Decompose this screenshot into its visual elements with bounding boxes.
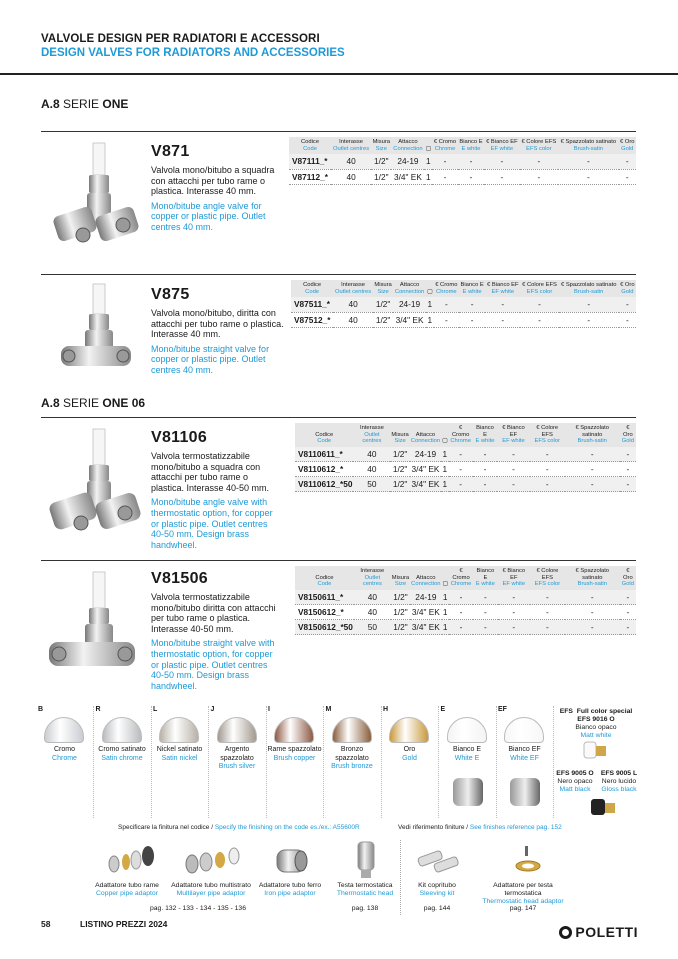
table-cell: - xyxy=(520,297,558,312)
table-cell: 1 xyxy=(424,169,432,184)
table-header-cell: Bianco E E white xyxy=(473,423,498,447)
table-cell: - xyxy=(449,462,473,477)
product-description: Valvola termostatizzabile mono/bitubo diritta con attacchi per tubo rame o plastica. Interasse 40-50 mm. Mono/bitube straight valve with thermostatic option, for copper or plastic pipe. Outlet centres 40-50 mm. Design brass handwheel. xyxy=(151,592,276,691)
table-cell: 24-19 xyxy=(391,154,424,169)
efs-opaque-it: Bianco opaco xyxy=(575,724,617,731)
table-header-cell: € Bianco EF EF white xyxy=(485,280,520,297)
table-cell: - xyxy=(434,312,459,327)
finish-cap-icon xyxy=(102,717,142,743)
table-header-cell: € Spazzolato satinato Brush-satin xyxy=(559,280,619,297)
table-cell: 1 xyxy=(426,312,434,327)
table-header-cell: € Bianco EF EF white xyxy=(484,137,519,154)
page-header xyxy=(41,33,345,59)
table-cell: - xyxy=(485,297,520,312)
table-cell: 1 xyxy=(441,477,448,492)
product-divider xyxy=(41,131,636,132)
table-cell: - xyxy=(530,605,565,620)
finish-letter: EF xyxy=(498,706,507,713)
product-description: Valvola mono/bitubo, diritta con attacchi per tubo rame o plastica. Interasse 40 mm. Mono/bitube straight valve for copper or plastic pipe. Outlet centres 40 mm. xyxy=(151,308,284,375)
table-cell: 1/2" xyxy=(391,605,410,620)
finish-cap-icon xyxy=(504,717,544,743)
table-cell: - xyxy=(498,620,530,635)
product-code-cell: V8110612_*50 xyxy=(295,477,353,492)
product-v81106 xyxy=(41,417,636,557)
thermostatic-straight-valve-image xyxy=(41,570,141,690)
table-cell: 1/2" xyxy=(390,462,409,477)
table-row xyxy=(289,169,636,184)
table-header-cell: ▢ xyxy=(441,423,448,447)
table-row xyxy=(295,605,636,620)
table-cell: 1/2" xyxy=(391,590,410,605)
finishes-strip xyxy=(36,706,642,818)
table-header-cell: ▢ xyxy=(426,280,434,297)
table-cell: - xyxy=(432,169,457,184)
table-cell: 3/4" EK xyxy=(410,477,441,492)
table-header-cell: Codice Code xyxy=(289,137,331,154)
table-cell: - xyxy=(565,447,620,462)
table-header-cell: ▢ xyxy=(442,566,449,590)
iron-adaptor-icon xyxy=(273,840,313,880)
product-table xyxy=(291,280,636,328)
efs-matt-black: EFS 9005 O Nero opaco Matt black xyxy=(556,770,594,793)
table-header-cell: ▢ xyxy=(424,137,432,154)
efs-gloss-black: EFS 9005 L Nero lucido Gloss black xyxy=(600,770,638,793)
table-cell: - xyxy=(473,605,498,620)
table-header-cell: Interasse Outlet centres xyxy=(354,566,391,590)
table-cell: - xyxy=(619,297,636,312)
finish-spec-note: Specificare la finitura nel codice / Specify the finishing on the code es./ex.: A55600R xyxy=(118,824,360,831)
table-cell: - xyxy=(497,447,529,462)
thermostatic-angle-valve-image xyxy=(41,427,141,547)
product-code-cell: V87511_* xyxy=(291,297,333,312)
product-v871 xyxy=(41,131,636,271)
table-header-cell: Bianco E E white xyxy=(459,280,485,297)
finish-cap-icon xyxy=(44,717,84,743)
table-header-cell: € Oro Gold xyxy=(620,423,636,447)
finish-cap-icon xyxy=(217,717,257,743)
table-header-cell: € Spazzolato satinato Brush-satin xyxy=(558,137,618,154)
finish-letter: M xyxy=(325,706,332,713)
finish-ref-note: Vedi riferimento finiture / See finishes reference pag. 152 xyxy=(398,824,562,831)
table-row xyxy=(295,477,636,492)
finish-cap-icon xyxy=(447,717,487,743)
table-cell: 40 xyxy=(331,154,371,169)
table-cell: - xyxy=(620,620,636,635)
table-cell: - xyxy=(520,154,559,169)
footer-title: LISTINO PREZZI 2024 xyxy=(80,919,168,929)
table-cell: - xyxy=(559,297,619,312)
table-cell: - xyxy=(530,447,565,462)
table-cell: - xyxy=(473,620,498,635)
table-cell: - xyxy=(558,154,618,169)
finish-letter: H xyxy=(383,706,389,713)
product-description: Valvola mono/bitubo a squadra con attacchi per tubo rame o plastica. Interasse 40 mm. Mono/bitube angle valve for copper or plastic pipe. Outlet centres 40 mm. xyxy=(151,165,275,232)
table-header-cell: € Colore EFS EFS color xyxy=(520,137,559,154)
finish-name: Oro Gold xyxy=(402,746,417,762)
table-cell: 3/4" EK xyxy=(410,605,441,620)
table-cell: - xyxy=(620,605,636,620)
finish-cap-icon xyxy=(389,717,429,743)
table-cell: - xyxy=(449,590,473,605)
product-name: V81106 xyxy=(151,429,208,446)
table-header-cell: € Cromo Chrome xyxy=(432,137,457,154)
table-header-cell: € Bianco EF EF white xyxy=(498,566,530,590)
table-cell: - xyxy=(530,620,565,635)
table-cell: 50 xyxy=(354,620,391,635)
table-header-cell: Attacco Connection xyxy=(410,423,441,447)
table-header-cell: Misura Size xyxy=(373,280,393,297)
table-cell: - xyxy=(434,297,459,312)
table-header-cell: € Spazzolato satinato Brush-satin xyxy=(565,423,620,447)
table-header-cell: € Colore EFS EFS color xyxy=(530,423,565,447)
table-cell: - xyxy=(473,462,498,477)
finish-swatch xyxy=(94,706,152,818)
product-table xyxy=(295,566,636,635)
efs-block xyxy=(554,708,638,765)
finish-swatch xyxy=(381,706,439,818)
table-cell: 40 xyxy=(354,605,391,620)
finish-name: Nickel satinato Satin nickel xyxy=(156,746,203,762)
table-cell: - xyxy=(620,462,636,477)
white-fitting-icon xyxy=(453,778,483,806)
header-title-en: DESIGN VALVES FOR RADIATORS AND ACCESSORIES xyxy=(41,47,345,59)
table-cell: 24-19 xyxy=(410,447,441,462)
finish-letter: L xyxy=(153,706,158,713)
table-cell: 1 xyxy=(442,605,449,620)
finish-name: Bianco EF White EF xyxy=(508,746,541,762)
product-name: V81506 xyxy=(151,570,208,587)
table-header-cell: Misura Size xyxy=(390,423,409,447)
finish-cap-icon xyxy=(274,717,314,743)
table-row xyxy=(289,154,636,169)
table-cell: 40 xyxy=(331,169,371,184)
finish-swatch xyxy=(36,706,94,818)
finish-cap-icon xyxy=(159,717,199,743)
efs-code: EFS xyxy=(559,708,573,715)
table-cell: 1/2" xyxy=(390,477,409,492)
table-cell: - xyxy=(619,312,636,327)
table-header-cell: Misura Size xyxy=(391,566,410,590)
product-v875 xyxy=(41,274,636,392)
table-cell: 1/2" xyxy=(391,620,410,635)
table-cell: - xyxy=(558,169,618,184)
efs-opaque-en: Matt white xyxy=(580,732,612,739)
product-code-cell: V87111_* xyxy=(289,154,331,169)
product-code-cell: V8150612_*50 xyxy=(295,620,354,635)
table-header-cell: Attacco Connection xyxy=(393,280,426,297)
table-cell: 3/4" EK xyxy=(393,312,426,327)
page-number: 58 xyxy=(41,919,51,929)
copper-adaptor-icon xyxy=(102,840,162,880)
table-cell: - xyxy=(565,620,620,635)
table-cell: - xyxy=(530,590,565,605)
finish-letter: I xyxy=(268,706,270,713)
table-cell: 1 xyxy=(426,297,434,312)
table-row xyxy=(295,620,636,635)
table-cell: - xyxy=(498,605,530,620)
table-cell: - xyxy=(619,154,636,169)
table-cell: - xyxy=(449,447,473,462)
table-cell: - xyxy=(619,169,636,184)
table-header-cell: € Oro Gold xyxy=(619,137,636,154)
table-cell: - xyxy=(484,169,519,184)
table-cell: - xyxy=(473,477,498,492)
table-cell: 50 xyxy=(353,477,390,492)
finish-letter: E xyxy=(440,706,446,713)
table-cell: 1/2" xyxy=(371,154,391,169)
table-cell: - xyxy=(530,462,565,477)
table-cell: - xyxy=(520,169,559,184)
logo-mark-icon xyxy=(559,926,572,939)
product-code-cell: V87512_* xyxy=(291,312,333,327)
finish-name: Bronzo spazzolato Brush bronze xyxy=(331,746,373,770)
table-cell: 24-19 xyxy=(393,297,426,312)
product-name: V871 xyxy=(151,143,190,160)
product-divider xyxy=(41,417,636,418)
finish-swatch xyxy=(151,706,209,818)
table-cell: 3/4" EK xyxy=(391,169,424,184)
section-heading-one: A.8 SERIE ONE xyxy=(41,97,129,111)
straight-valve-image xyxy=(41,282,141,382)
table-header-cell: € Oro Gold xyxy=(619,280,636,297)
table-cell: - xyxy=(620,590,636,605)
white-fitting-icon xyxy=(510,778,540,806)
table-header-cell: € Colore EFS EFS color xyxy=(520,280,558,297)
table-cell: - xyxy=(484,154,519,169)
table-header-cell: Bianco E E white xyxy=(473,566,498,590)
product-divider xyxy=(41,560,636,561)
efs-title: Full color special xyxy=(576,708,633,715)
finish-swatch xyxy=(324,706,382,818)
table-header-cell: Interasse Outlet centres xyxy=(331,137,371,154)
table-cell: - xyxy=(565,477,620,492)
table-cell: 1 xyxy=(442,590,449,605)
table-cell: - xyxy=(620,447,636,462)
head-adaptor-icon xyxy=(508,840,548,880)
table-header-cell: Interasse Outlet centres xyxy=(333,280,373,297)
table-cell: 1/2" xyxy=(371,169,391,184)
table-header-cell: Attacco Connection xyxy=(410,566,441,590)
product-code-cell: V8150612_* xyxy=(295,605,354,620)
product-code-cell: V87112_* xyxy=(289,169,331,184)
thermostatic-head-icon xyxy=(352,840,382,880)
table-cell: 1 xyxy=(424,154,432,169)
table-cell: - xyxy=(449,620,473,635)
angle-valve-image xyxy=(41,141,141,256)
accessory-divider xyxy=(400,840,401,915)
finish-letter: R xyxy=(95,706,101,713)
black-head-icon xyxy=(585,797,625,819)
table-cell: - xyxy=(473,590,498,605)
table-cell: 24-19 xyxy=(410,590,441,605)
product-description: Valvola termostatizzabile mono/bitubo a squadra con attacchi per tubo rame o plastica. Interasse 40-50 mm. Mono/bitube angle valve with thermostatic option, for copper or plastic pipe. Outlet centres 40-50 mm. Design brass handwheel. xyxy=(151,451,273,550)
table-header-cell: € Colore EFS EFS color xyxy=(530,566,565,590)
product-table xyxy=(295,423,636,492)
table-header-cell: € Oro Gold xyxy=(620,566,636,590)
table-cell: 1 xyxy=(441,447,448,462)
table-cell: 40 xyxy=(353,447,390,462)
table-header-cell: € Spazzolato satinato Brush-satin xyxy=(565,566,620,590)
finish-name: Bianco E White E xyxy=(452,746,482,762)
table-header-cell: Codice Code xyxy=(291,280,333,297)
table-cell: - xyxy=(497,462,529,477)
product-v81506 xyxy=(41,560,636,700)
finish-swatch xyxy=(209,706,267,818)
table-cell: - xyxy=(459,312,485,327)
finish-letter: B xyxy=(38,706,44,713)
table-cell: 40 xyxy=(333,297,373,312)
table-cell: - xyxy=(432,154,457,169)
table-row xyxy=(295,590,636,605)
table-cell: - xyxy=(620,477,636,492)
table-cell: 40 xyxy=(333,312,373,327)
header-divider xyxy=(0,73,678,75)
table-cell: - xyxy=(458,169,484,184)
product-name: V875 xyxy=(151,286,190,303)
table-cell: - xyxy=(458,154,484,169)
table-cell: 3/4" EK xyxy=(410,620,441,635)
product-divider xyxy=(41,274,636,275)
table-cell: - xyxy=(565,605,620,620)
table-header-cell: Codice Code xyxy=(295,423,353,447)
finish-name: Argento spazzolato Brush silver xyxy=(218,746,256,770)
table-cell: 1/2" xyxy=(373,312,393,327)
table-cell: - xyxy=(449,477,473,492)
finish-swatch xyxy=(496,706,554,818)
table-cell: 1/2" xyxy=(373,297,393,312)
table-header-cell: € Cromo Chrome xyxy=(449,423,473,447)
product-table xyxy=(289,137,636,185)
table-header-cell: Codice Code xyxy=(295,566,354,590)
efs-sub: EFS 9016 O xyxy=(577,716,615,723)
table-header-cell: Attacco Connection xyxy=(391,137,424,154)
product-code-cell: V8110612_* xyxy=(295,462,353,477)
table-row xyxy=(291,312,636,327)
finish-cap-icon xyxy=(332,717,372,743)
table-header-cell: Interasse Outlet centres xyxy=(353,423,390,447)
product-code-cell: V8150611_* xyxy=(295,590,354,605)
table-row xyxy=(291,297,636,312)
finish-swatch xyxy=(266,706,324,818)
table-cell: 3/4" EK xyxy=(410,462,441,477)
finish-name: Cromo satinato Satin chrome xyxy=(98,746,146,762)
table-header-cell: Bianco E E white xyxy=(458,137,484,154)
table-row xyxy=(295,447,636,462)
table-cell: - xyxy=(449,605,473,620)
table-cell: 1 xyxy=(442,620,449,635)
table-cell: - xyxy=(473,447,498,462)
table-row xyxy=(295,462,636,477)
sleeving-kit-icon xyxy=(412,840,462,880)
table-cell: - xyxy=(497,477,529,492)
header-title-it: VALVOLE DESIGN PER RADIATORI E ACCESSORI xyxy=(41,33,320,45)
finish-name: Cromo Chrome xyxy=(52,746,77,762)
table-header-cell: € Cromo Chrome xyxy=(449,566,473,590)
table-header-cell: € Cromo Chrome xyxy=(434,280,459,297)
table-cell: - xyxy=(559,312,619,327)
white-head-icon xyxy=(576,740,616,762)
poletti-logo: POLETTI xyxy=(559,924,638,940)
section-heading-one-06: A.8 SERIE ONE 06 xyxy=(41,396,146,410)
table-header-cell: € Bianco EF EF white xyxy=(497,423,529,447)
table-cell: - xyxy=(565,462,620,477)
table-cell: - xyxy=(459,297,485,312)
product-code-cell: V8110611_* xyxy=(295,447,353,462)
table-cell: 1 xyxy=(441,462,448,477)
table-cell: - xyxy=(485,312,520,327)
multilayer-adaptor-icon xyxy=(180,840,246,880)
finish-swatch xyxy=(439,706,497,818)
table-cell: - xyxy=(530,477,565,492)
table-cell: 40 xyxy=(353,462,390,477)
table-cell: 40 xyxy=(354,590,391,605)
table-header-cell: Misura Size xyxy=(371,137,391,154)
table-cell: - xyxy=(565,590,620,605)
table-cell: - xyxy=(520,312,558,327)
finish-name: Rame spazzolato Brush copper xyxy=(267,746,322,762)
table-cell: - xyxy=(498,590,530,605)
finish-letter: J xyxy=(210,706,215,713)
table-cell: 1/2" xyxy=(390,447,409,462)
